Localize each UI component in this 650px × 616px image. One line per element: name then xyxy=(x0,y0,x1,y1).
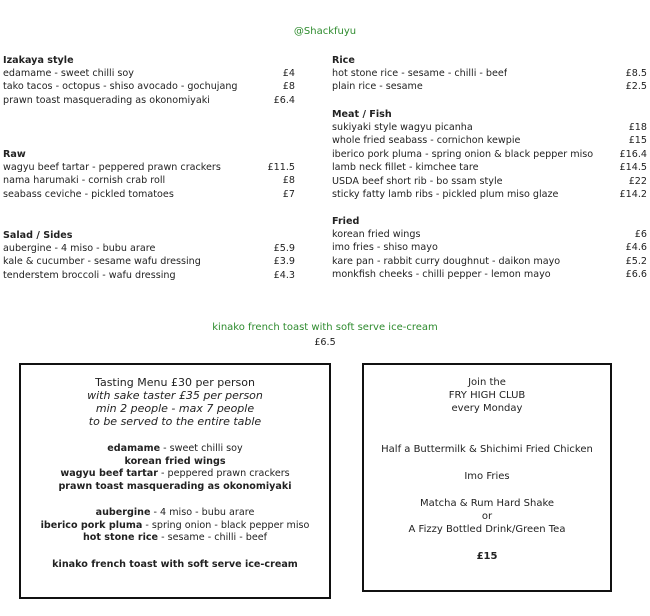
menu-item xyxy=(332,148,647,161)
menu-item xyxy=(3,174,295,187)
menu-item xyxy=(332,134,647,147)
item-price: £4.3 xyxy=(273,269,295,281)
item-price: £4 xyxy=(282,68,295,79)
item-price: £16.4 xyxy=(619,148,647,160)
course-name: aubergine xyxy=(95,507,151,518)
item-name: hot stone rice - sesame - chilli - beef xyxy=(332,68,508,79)
item-name: aubergine - 4 miso - bubu arare xyxy=(3,243,156,254)
instagram-handle: @Shackfuyu xyxy=(293,26,357,37)
item-name: kare pan - rabbit curry doughnut - daikon mayo xyxy=(332,255,561,267)
item-price: £14.5 xyxy=(619,162,647,174)
section-rice xyxy=(332,54,647,94)
tasting-title: Tasting Menu £30 per person xyxy=(95,376,255,389)
dessert-price: £6.5 xyxy=(314,337,336,348)
menu-item xyxy=(3,94,295,107)
item-price: £8 xyxy=(282,81,295,93)
section-meat-fish xyxy=(332,108,647,201)
course-name: edamame xyxy=(107,443,161,454)
tasting-subtitle: to be served to the entire table xyxy=(88,415,262,428)
menu-item xyxy=(332,80,647,93)
menu-item xyxy=(332,175,647,188)
menu-item xyxy=(332,268,647,281)
course-name: wagyu beef tartar xyxy=(60,468,158,479)
section-raw xyxy=(3,148,295,201)
item-name: monkfish cheeks - chilli pepper - lemon mayo xyxy=(332,269,551,281)
item-name: korean fried wings xyxy=(332,229,421,240)
item-name: whole fried seabass - cornichon kewpie xyxy=(332,135,521,147)
course-name: korean fried wings xyxy=(124,455,226,467)
item-name: plain rice - sesame xyxy=(332,81,423,93)
item-name: seabass ceviche - pickled tomatoes xyxy=(3,188,174,200)
tasting-subtitle: min 2 people - max 7 people xyxy=(95,402,255,415)
menu-item xyxy=(332,121,647,134)
item-price: £11.5 xyxy=(267,162,295,173)
tasting-course xyxy=(21,468,329,481)
section-title: Salad / Sides xyxy=(3,230,73,241)
menu-item xyxy=(332,67,647,80)
fry-club-name: FRY HIGH CLUB xyxy=(448,390,526,401)
course-name: iberico pork pluma xyxy=(40,519,143,531)
section-title: Raw xyxy=(3,149,26,160)
item-price: £4.6 xyxy=(625,242,647,254)
item-name: sticky fatty lamb ribs - pickled plum miso glaze xyxy=(332,188,559,200)
item-price: £14.2 xyxy=(619,188,647,200)
section-title: Fried xyxy=(332,216,360,227)
item-name: edamame - sweet chilli soy xyxy=(3,68,134,79)
item-name: sukiyaki style wagyu picanha xyxy=(332,122,473,133)
item-name: lamb neck fillet - kimchee tare xyxy=(332,162,479,174)
item-price: £7 xyxy=(282,188,295,200)
item-price: £18 xyxy=(628,122,647,133)
tasting-course xyxy=(21,532,329,545)
menu-item xyxy=(332,255,647,268)
item-name: wagyu beef tartar - peppered prawn crackers xyxy=(3,162,221,173)
menu-item xyxy=(332,161,647,174)
tasting-course xyxy=(21,443,329,456)
tasting-course xyxy=(21,481,329,494)
tasting-menu-box xyxy=(19,363,331,599)
course-detail: - peppered prawn crackers xyxy=(157,468,290,479)
item-price: £5.9 xyxy=(273,243,295,254)
section-title: Rice xyxy=(332,55,355,66)
menu-item xyxy=(3,161,295,174)
course-name: prawn toast masquerading as okonomiyaki xyxy=(58,480,292,492)
item-price: £15 xyxy=(628,135,647,147)
item-name: tenderstem broccoli - wafu dressing xyxy=(3,269,176,281)
menu-item xyxy=(3,80,295,93)
tasting-course xyxy=(21,507,329,520)
item-name: nama harumaki - cornish crab roll xyxy=(3,175,166,187)
item-price: £8 xyxy=(282,175,295,187)
item-price: £6.4 xyxy=(273,94,295,106)
fry-item: Half a Buttermilk & Shichimi Fried Chicken xyxy=(381,444,593,455)
tasting-subtitle: with sake taster £35 per person xyxy=(87,389,263,402)
item-price: £2.5 xyxy=(625,81,647,93)
fry-schedule: every Monday xyxy=(451,403,523,414)
course-detail: - spring onion - black pepper miso xyxy=(142,519,310,531)
item-price: £22 xyxy=(628,175,647,187)
fry-price: £15 xyxy=(476,551,498,562)
tasting-dessert xyxy=(21,559,329,572)
menu-item xyxy=(3,188,295,201)
item-name: USDA beef short rib - bo ssam style xyxy=(332,175,503,187)
course-detail: - 4 miso - bubu arare xyxy=(150,507,255,518)
fry-item: A Fizzy Bottled Drink/Green Tea xyxy=(408,524,566,535)
item-name: imo fries - shiso mayo xyxy=(332,242,438,254)
item-name: prawn toast masquerading as okonomiyaki xyxy=(3,94,210,106)
item-name: kale & cucumber - sesame wafu dressing xyxy=(3,256,201,268)
tasting-course xyxy=(21,456,329,469)
menu-item xyxy=(3,242,295,255)
menu-item xyxy=(3,67,295,80)
course-detail: - sesame - chilli - beef xyxy=(158,532,268,543)
item-price: £8.5 xyxy=(625,68,647,79)
course-detail: - sweet chilli soy xyxy=(160,443,243,454)
menu-item xyxy=(332,241,647,254)
menu-item xyxy=(3,269,295,282)
item-name: iberico pork pluma - spring onion & black pepper miso xyxy=(332,148,594,160)
item-price: £6 xyxy=(634,229,647,240)
section-izakaya xyxy=(3,54,295,107)
dessert-name: kinako french toast with soft serve ice-cream xyxy=(212,322,438,333)
menu-item xyxy=(332,188,647,201)
section-title: Izakaya style xyxy=(3,55,74,66)
item-price: £5.2 xyxy=(625,255,647,267)
fry-high-club-box xyxy=(362,363,612,592)
item-name: tako tacos - octopus - shiso avocado - gochujang xyxy=(3,81,238,93)
course-name: kinako french toast with soft serve ice-cream xyxy=(52,558,298,570)
section-title: Meat / Fish xyxy=(332,109,392,120)
section-salad-sides xyxy=(3,229,295,282)
course-name: hot stone rice xyxy=(82,532,159,543)
fry-or: or xyxy=(481,511,493,522)
item-price: £3.9 xyxy=(273,256,295,268)
menu-item xyxy=(3,255,295,268)
fry-intro: Join the xyxy=(468,377,506,388)
section-fried xyxy=(332,215,647,282)
fry-item: Matcha & Rum Hard Shake xyxy=(419,498,555,509)
tasting-course xyxy=(21,520,329,533)
item-price: £6.6 xyxy=(625,269,647,281)
menu-item xyxy=(332,228,647,241)
fry-item: Imo Fries xyxy=(464,471,510,482)
